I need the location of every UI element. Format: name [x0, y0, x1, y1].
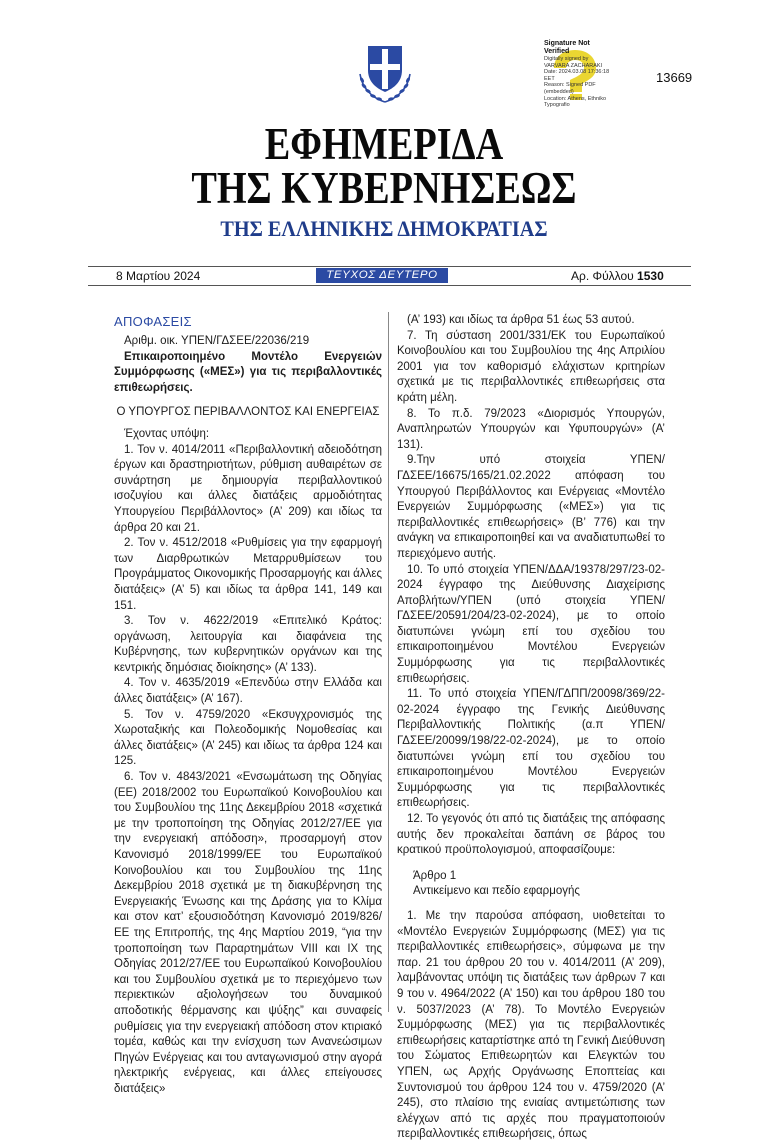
masthead-subtitle: ΤΗΣ ΕΛΛΗΝΙΚΗΣ ΔΗΜΟΚΡΑΤΙΑΣ	[220, 216, 548, 241]
consideration-item: 12. Το γεγονός ότι από τις διατάξεις της απόφασης αυτής δεν προκαλείται δαπάνη σε βάρος του κρατικού προϋπολογισμού, αποφασίζουμε:	[397, 813, 665, 857]
article-subtitle: Αντικείμενο και πεδίο εφαρμογής	[413, 885, 580, 898]
signature-detail: Typografio	[544, 102, 570, 109]
masthead-title-line2: ΤΗΣ ΚΥΒΕΡΝΗΣΕΩΣ	[191, 163, 577, 213]
consideration-item: (Α’ 193) και ιδίως τα άρθρα 51 έως 53 αυτού.	[407, 314, 635, 326]
signature-detail: Digitally signed by	[544, 56, 589, 62]
consideration-item: 9.Την υπό στοιχεία ΥΠΕΝ/ΓΔΣΕΕ/16675/165/21.02.2022 απόφαση του Υπουργού Περιβάλλοντος και Ενέργειας «Μοντέλο Ενεργειών Συμμόρφωσης («ΜΕΣ») για τις περιβαλλοντικές επιθεωρήσεις» (Β’ 776) και την ανάγκη να επικαιροποιηθεί και να αναδιατυπωθεί το περιεχόμενο αυτής.	[397, 454, 665, 560]
left-column	[114, 313, 382, 1098]
masthead-title-line1: ΕΦΗΜΕΡΙΔΑ	[264, 119, 504, 169]
consideration-item: 3. Τον ν. 4622/2019 «Επιτελικό Κράτος: οργάνωση, λειτουργία και διαφάνεια της Κυβέρνησης, των κυβερνητικών οργάνων και της κεντρικής δημόσιας διοίκησης» (Α’ 133).	[114, 615, 382, 674]
consideration-item: 7. Τη σύσταση 2001/331/ΕΚ του Ευρωπαϊκού Κοινοβουλίου και του Συμβουλίου της 4ης Απριλίου 2001 για τον καθορισμό ελάχιστων κριτηρίων σχετικά με τις περιβαλλοντικές επιθεωρήσεις στα κράτη μέλη.	[397, 329, 665, 404]
signature-heading: Signature Not	[544, 40, 590, 47]
consideration-item: 11. Το υπό στοιχεία ΥΠΕΝ/ΓΔΠΠ/20098/369/22-02-2024 έγγραφο της Γενικής Διεύθυνσης Περιβαλλοντικής Πολιτικής (α.π ΥΠΕΝ/ΓΔΣΕΕ/20099/198/22-02-2024), με το οποίο διατυπώνει γνώμη επί του σχεδίου του επικαιροποιημένου Μοντέλου Ενεργειών Συμμόρφωσης για τις περιβαλλοντικές επιθεωρήσεις.	[397, 688, 665, 810]
consideration-item: 8. Το π.δ. 79/2023 «Διορισμός Υπουργών, Αναπληρωτών Υπουργών και Υφυπουργών» (Α’ 131).	[397, 407, 665, 451]
signature-detail: EET	[544, 75, 555, 82]
issue-code: 13669	[656, 70, 693, 85]
section-heading: ΑΠΟΦΑΣΕΙΣ	[114, 314, 192, 329]
issuing-authority: Ο ΥΠΟΥΡΓΟΣ ΠΕΡΙΒΑΛΛΟΝΤΟΣ ΚΑΙ ΕΝΕΡΓΕΙΑΣ	[116, 406, 380, 419]
signature-detail: Date: 2024.03.08 17:36:18	[544, 69, 610, 76]
consideration-item: 1. Τον ν. 4014/2011 «Περιβαλλοντική αδειοδότηση έργων και δραστηριοτήτων, ρύθμιση αυθαιρέτων σε συνάρτηση με δημιουργία περιβαλλοντικού ισοζυγίου και άλλες διατάξεις αρμοδιότητας Υπουργείου Περιβάλλοντος» (Α’ 209) και ιδίως τα άρθρα 20 και 21.	[114, 443, 382, 534]
issue-date: 8 Μαρτίου 2024	[116, 269, 201, 283]
article-paragraph: 1. Με την παρούσα απόφαση, υιοθετείται το «Μοντέλο Ενεργειών Συμμόρφωσης (ΜΕΣ) για τις περιβαλλοντικές επιθεωρήσεις», σύμφωνα με την παρ. 21 του άρθρου 20 του ν. 4014/2011 (Α’ 209), λαμβάνοντας υπόψη τις διατάξεις των άρθρων 7 και 9 του ν. 4964/2022 (Α’ 150) και του άρθρου 180 του ν. 5037/2023 (Α’ 78). Το Μοντέλο Ενεργειών Συμμόρφωσης (ΜΕΣ) για τις περιβαλλοντικές επιθεωρήσεις καταρτίστηκε από τη Γενική Διεύθυνση του Σώματος Επιθεωρητών και Ελεγκτών του ΥΠΕΝ, ως Αρχής Οργάνωσης Εποπτείας και Συντονισμού του άρθρου 124 του ν. 4759/2020 (Α’ 245), στο πλαίσιο της ενιαίας αντιμετώπισης των ελέγχων από τις αρχές που πραγματοποιούν περιβαλλοντικές επιθεωρήσεις, όπως	[397, 909, 665, 1141]
digital-signature-block	[544, 40, 634, 109]
signature-detail: VARVARA ZACHARAKI	[544, 62, 603, 69]
sheet-number	[571, 269, 664, 283]
signature-detail: Location: Athens, Ethniko	[544, 95, 607, 102]
consideration-item: 4. Τον ν. 4635/2019 «Επενδύω στην Ελλάδα και άλλες διατάξεις» (Α’ 167).	[114, 677, 382, 706]
consideration-item: 5. Τον ν. 4759/2020 «Εκσυγχρονισμός της Χωροταξικής και Πολεοδομικής Νομοθεσίας και άλλες διατάξεις» (Α’ 245) και ιδίως τα άρθρα 124 και 125.	[114, 708, 382, 768]
article-title: Άρθρο 1	[413, 869, 457, 882]
sheet-number-value: 1530	[637, 269, 664, 283]
considerations-intro: Έχοντας υπόψη:	[124, 427, 210, 440]
signature-detail: Reason: Signed PDF	[544, 82, 596, 89]
right-column	[397, 313, 665, 1143]
decision-subject: Επικαιροποιημένο Μοντέλο Ενεργειών Συμμόρφωσης («ΜΕΣ») για τις περιβαλλοντικές επιθεωρήσεις.	[114, 350, 382, 394]
signature-heading: Verified	[544, 48, 570, 55]
consideration-item: 10. Το υπό στοιχεία ΥΠΕΝ/ΔΔΑ/19378/297/23-02-2024 έγγραφο της Διεύθυνσης Διαχείρισης Αποβλήτων/ΥΠΕΝ (υπό στοιχεία ΥΠΕΝ/ΓΔΣΕΕ/20591/204/23-02-2024), με το οποίο διατυπώνει γνώμη επί του σχεδίου του επικαιροποιημένου Μοντέλου Ενεργειών Συμμόρφωσης για τις περιβαλλοντικές επιθεωρήσεις.	[397, 563, 665, 685]
signature-detail: (embedded)	[544, 88, 574, 95]
consideration-item: 2. Τον ν. 4512/2018 «Ρυθμίσεις για την εφαρμογή των Διαρθρωτικών Μεταρρυθμίσεων του Προγράμματος Οικονομικής Προσαρμογής και άλλες διατάξεις» (Α’ 5) και ιδίως τα άρθρα 141, 149 και 151.	[114, 537, 382, 612]
header-rule-bottom	[88, 285, 691, 286]
national-emblem-icon	[354, 40, 416, 104]
consideration-item: 6. Τον ν. 4843/2021 «Ενσωμάτωση της Οδηγίας (ΕΕ) 2018/2002 του Ευρωπαϊκού Κοινοβουλίου και του Συμβουλίου της 11ης Δεκεμβρίου 2018 «σχετικά με την τροποποίηση της Οδηγίας 2012/27/ΕΕ για την ενεργειακή απόδοση», προσαρμογή στον Κανονισμό 2018/1999/ΕΕ του Ευρωπαϊκού Κοινοβουλίου και του Συμβουλίου της 11ης Δεκεμβρίου 2018 σχετικά με τη διακυβέρνηση της Ενεργειακής Ένωσης και της Δράσης για το Κλίμα και στον κατ’ εξουσιοδότηση Κανονισμό 2019/826/ΕΕ της Επιτροπής, της 4ης Μαρτίου 2019, “για την τροποποίηση των Παραρτημάτων VIII και IX της Οδηγίας 2012/27/ΕΕ του Ευρωπαϊκού Κοινοβουλίου και του Συμβουλίου σχετικά με το περιεχόμενο των περιεκτικών αξιολογήσεων του δυναμικού αποδοτικής θέρμανσης και ψύξης” και συναφείς ρυθμίσεις για την ενεργειακή απόδοση στον κτιριακό τομέα, καθώς και την ενίσχυση των Ανανεώσιμων Πηγών Ενέργειας και του ανταγωνισμού στην αγορά ηλεκτρικής ενέργειας, και άλλες επείγουσες διατάξεις»	[114, 771, 382, 1095]
column-divider	[388, 312, 389, 1012]
header-rule-top	[88, 266, 691, 267]
decision-reference: Αριθμ. οικ. ΥΠΕΝ/ΓΔΣΕΕ/22036/219	[124, 335, 310, 347]
series-badge: ΤΕΥΧΟΣ ΔΕΥΤΕΡΟ	[316, 268, 448, 283]
sheet-number-label: Αρ. Φύλλου	[571, 269, 634, 283]
